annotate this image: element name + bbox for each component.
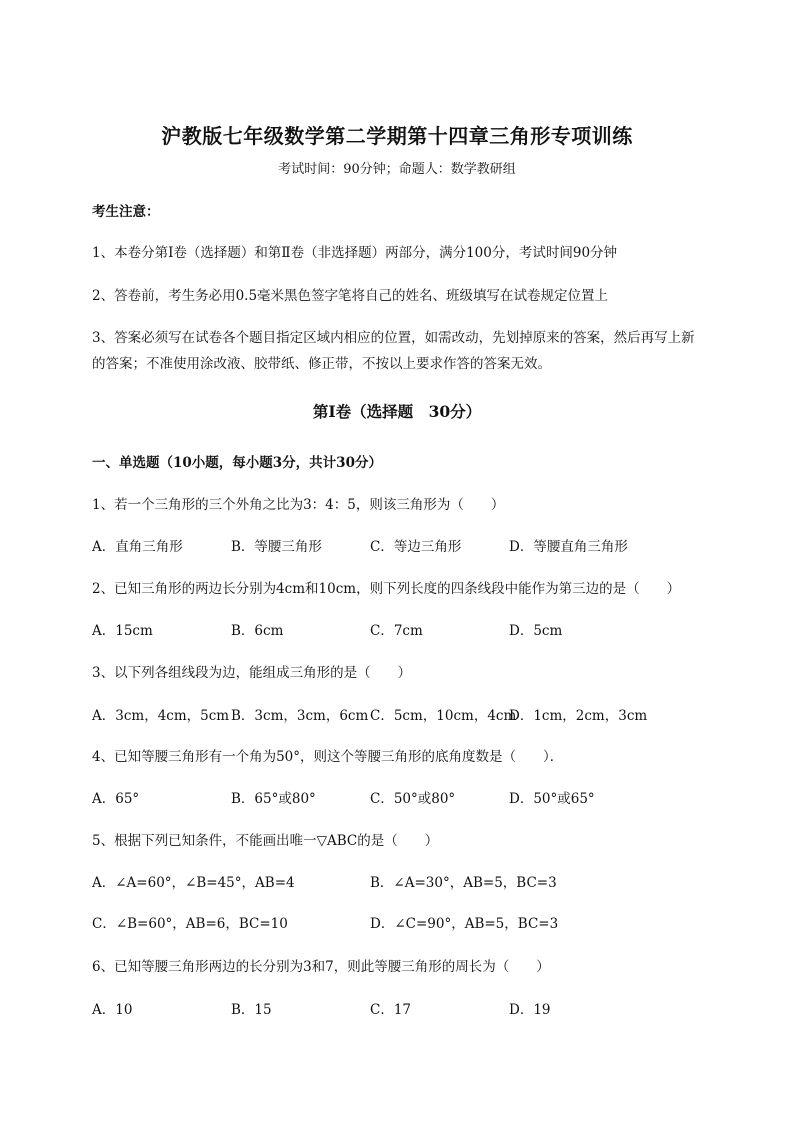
option-c[interactable]: C．等边三角形 bbox=[370, 539, 462, 555]
option-d[interactable]: D．50°或65° bbox=[509, 791, 595, 807]
part-heading: 一、单选题（10小题，每小题3分，共计30分） bbox=[92, 455, 382, 471]
option-a[interactable]: A．3cm，4cm，5cm bbox=[92, 708, 230, 724]
question-stem: 1、若一个三角形的三个外角之比为3：4：5，则该三角形为（ ） bbox=[92, 497, 505, 513]
question-stem: 6、已知等腰三角形两边的长分别为3和7，则此等腰三角形的周长为（ ） bbox=[92, 959, 550, 975]
option-b[interactable]: B．15 bbox=[231, 1002, 272, 1018]
option-c[interactable]: C．17 bbox=[370, 1002, 412, 1018]
option-c[interactable]: C．∠B=60°，AB=6，BC=10 bbox=[92, 916, 288, 932]
option-d[interactable]: D．∠C=90°，AB=5，BC=3 bbox=[370, 916, 559, 932]
notice-heading: 考生注意： bbox=[92, 204, 160, 220]
option-d[interactable]: D．5cm bbox=[509, 623, 563, 639]
option-c[interactable]: C．5cm，10cm，4cm bbox=[370, 708, 517, 724]
option-a[interactable]: A．直角三角形 bbox=[92, 539, 183, 555]
option-a[interactable]: A．∠A=60°，∠B=45°，AB=4 bbox=[92, 875, 295, 891]
option-a[interactable]: A．15cm bbox=[92, 623, 153, 639]
option-d[interactable]: D．19 bbox=[509, 1002, 551, 1018]
option-b[interactable]: B．3cm，3cm，6cm bbox=[231, 708, 369, 724]
notice-item: 2、答卷前，考生务必用0.5毫米黑色签字笔将自己的姓名、班级填写在试卷规定位置上 bbox=[92, 288, 609, 304]
exam-info: 考试时间：90分钟；命题人：数学教研组 bbox=[278, 162, 516, 177]
question-stem: 3、以下列各组线段为边，能组成三角形的是（ ） bbox=[92, 665, 412, 681]
section-title: 第I卷（选择题 30分） bbox=[312, 402, 482, 421]
question-stem: 4、已知等腰三角形有一个角为50°，则这个等腰三角形的底角度数是（ ）． bbox=[92, 749, 564, 765]
notice-item: 3、答案必须写在试卷各个题目指定区域内相应的位置，如需改动，先划掉原来的答案，然后再写上新 bbox=[92, 330, 695, 346]
option-a[interactable]: A．10 bbox=[92, 1002, 133, 1018]
option-c[interactable]: C．7cm bbox=[370, 623, 423, 639]
option-a[interactable]: A．65° bbox=[92, 791, 140, 807]
option-b[interactable]: B．等腰三角形 bbox=[231, 539, 322, 555]
notice-item-continued: 的答案；不准使用涂改液、胶带纸、修正带，不按以上要求作答的答案无效。 bbox=[92, 356, 551, 372]
option-d[interactable]: D．等腰直角三角形 bbox=[509, 539, 628, 555]
notice-item: 1、本卷分第I卷（选择题）和第Ⅱ卷（非选择题）两部分，满分100分，考试时间90分钟 bbox=[92, 245, 618, 261]
option-d[interactable]: D．1cm，2cm，3cm bbox=[509, 708, 648, 724]
option-b[interactable]: B．6cm bbox=[231, 623, 284, 639]
question-stem: 2、已知三角形的两边长分别为4cm和10cm，则下列长度的四条线段中能作为第三边的是（ ） bbox=[92, 581, 681, 597]
option-c[interactable]: C．50°或80° bbox=[370, 791, 456, 807]
question-stem: 5、根据下列已知条件，不能画出唯一▽ABC的是（ ） bbox=[92, 833, 439, 849]
page-title: 沪教版七年级数学第二学期第十四章三角形专项训练 bbox=[161, 124, 633, 148]
option-b[interactable]: B．∠A=30°，AB=5，BC=3 bbox=[370, 875, 557, 891]
option-b[interactable]: B．65°或80° bbox=[231, 791, 316, 807]
